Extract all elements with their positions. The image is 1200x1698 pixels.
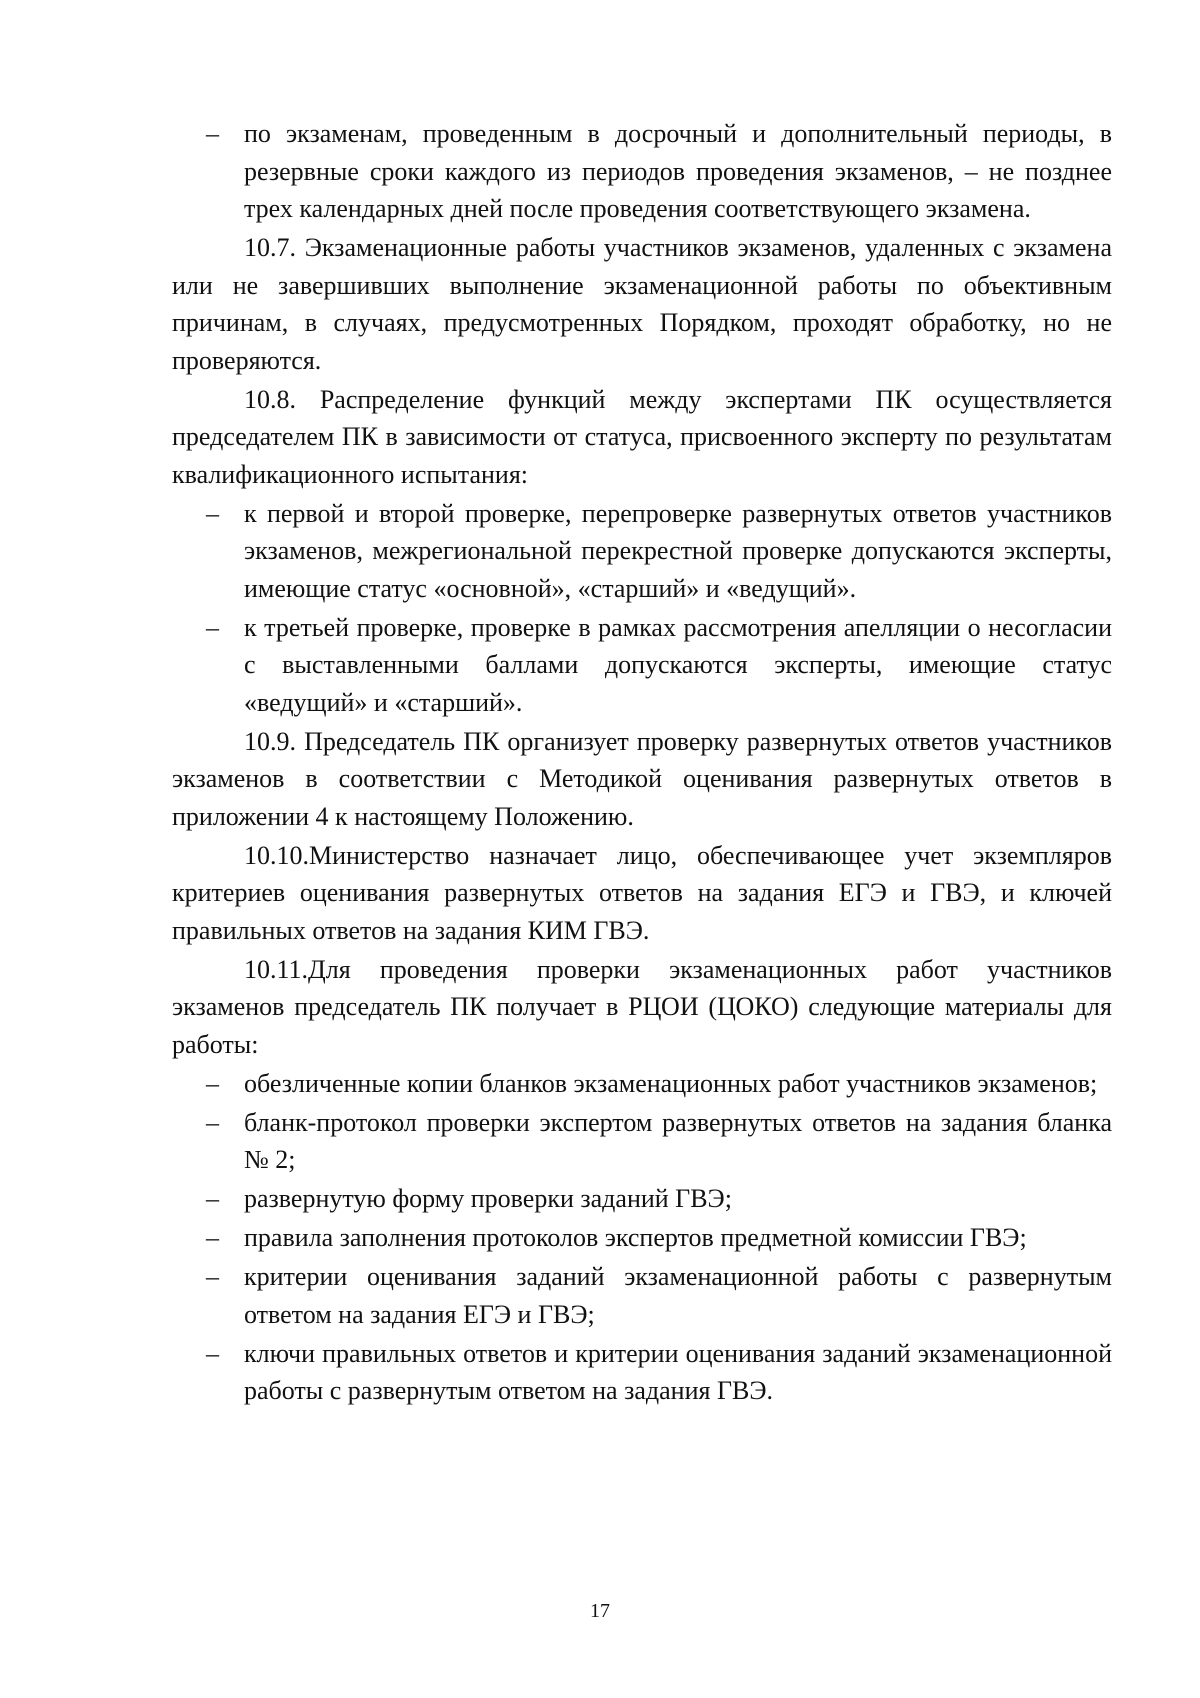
list-item-text: к первой и второй проверке, перепроверке развернутых ответов участников экзаменов, межрегиональной перекрестной проверке допускаются эксперты, имеющие статус «основной», «старший» и «ведущий».	[244, 498, 1112, 603]
list-dash: –	[206, 612, 219, 642]
list-item-text: к третьей проверке, проверке в рамках рассмотрения апелляции о несогласии с выставленными баллами допускаются эксперты, имеющие статус «ведущий» и «старший».	[244, 612, 1112, 717]
list-dash: –	[206, 1262, 219, 1291]
list-item	[172, 1065, 1112, 1103]
list-dash: –	[206, 1338, 219, 1368]
list-item	[172, 1258, 1112, 1333]
list-dash: –	[206, 498, 219, 528]
list-item	[172, 1335, 1112, 1410]
list-dash: –	[206, 1068, 219, 1098]
paragraph-10-7: 10.7. Экзаменационные работы участников экзаменов, удаленных с экзамена или не завершивших выполнение экзаменационной работы по объективным причинам, в случаях, предусмотренных Порядком, проходят обработку, но не проверяются.	[172, 233, 1112, 375]
list-item-text: бланк-протокол проверки экспертом развернутых ответов на задания бланка № 2;	[244, 1107, 1112, 1174]
list-dash: –	[206, 119, 219, 148]
list-dash: –	[206, 1184, 219, 1213]
page-number: 17	[590, 1600, 610, 1622]
list-item	[172, 609, 1112, 722]
document-body	[172, 115, 1112, 1411]
list-item	[172, 115, 1112, 228]
paragraph-10-11: 10.11.Для проведения проверки экзаменационных работ участников экзаменов председатель ПК получает в РЦОИ (ЦОКО) следующие материалы для работы:	[172, 954, 1112, 1059]
list-item	[172, 1104, 1112, 1179]
list-dash: –	[206, 1223, 219, 1252]
list-dash: –	[206, 1107, 219, 1137]
list-item	[172, 1180, 1112, 1218]
list-item-text: по экзаменам, проведенным в досрочный и дополнительный периоды, в резервные сроки каждого из периодов проведения экзаменов, – не позднее трех календарных дней после проведения соответствующего экзамена.	[244, 119, 1112, 223]
list-item-text: правила заполнения протоколов экспертов предметной комиссии ГВЭ;	[244, 1223, 1027, 1252]
paragraph-10-10: 10.10.Министерство назначает лицо, обеспечивающее учет экземпляров критериев оценивания развернутых ответов на задания ЕГЭ и ГВЭ, и ключей правильных ответов на задания КИМ ГВЭ.	[172, 840, 1112, 945]
list-item	[172, 1219, 1112, 1257]
list-item-text: обезличенные копии бланков экзаменационных работ участников экзаменов;	[244, 1068, 1098, 1098]
paragraph-10-8: 10.8. Распределение функций между экспертами ПК осуществляется председателем ПК в зависимости от статуса, присвоенного эксперту по результатам квалификационного испытания:	[172, 384, 1112, 489]
list-item-text: развернутую форму проверки заданий ГВЭ;	[244, 1184, 732, 1213]
list-item	[172, 495, 1112, 608]
list-item-text: критерии оценивания заданий экзаменационной работы с развернутым ответом на задания ЕГЭ и ГВЭ;	[244, 1262, 1112, 1329]
paragraph-10-9: 10.9. Председатель ПК организует проверку развернутых ответов участников экзаменов в соответствии с Методикой оценивания развернутых ответов в приложении 4 к настоящему Положению.	[172, 726, 1112, 831]
list-item-text: ключи правильных ответов и критерии оценивания заданий экзаменационной работы с развернутым ответом на задания ГВЭ.	[244, 1338, 1112, 1405]
